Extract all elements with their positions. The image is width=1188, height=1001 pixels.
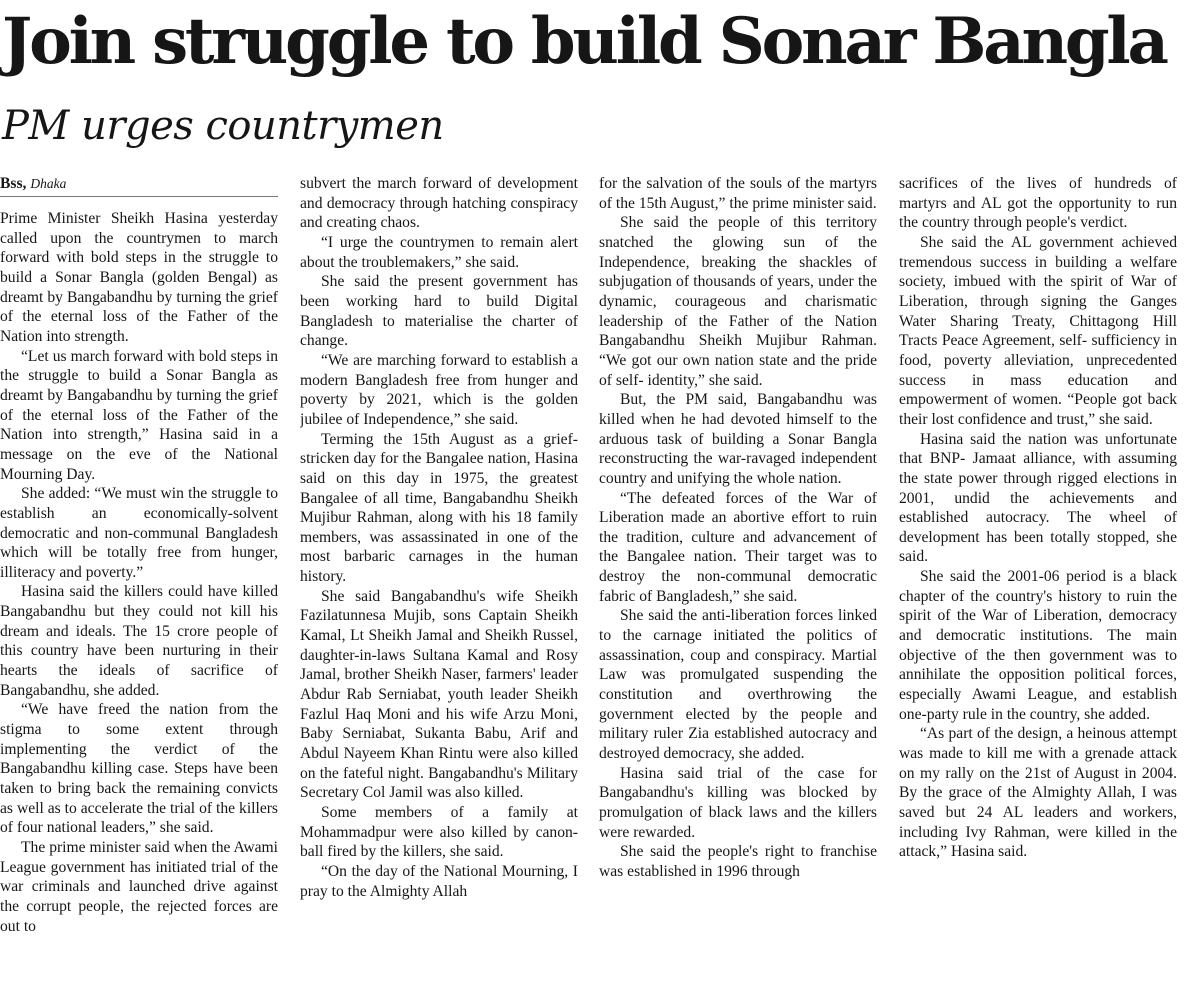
paragraph: Hasina said the nation was unfortunate that BNP- Jamaat alliance, with assuming the state power through rigged elections in 2001, undid the achievements and established autocracy. The wheel of development has been totally stopped, she said. bbox=[899, 430, 1177, 566]
paragraph-continued: subvert the march forward of development and democracy through hatching conspiracy and creating chaos. bbox=[300, 175, 578, 232]
article-column-4 bbox=[899, 174, 1177, 1001]
paragraph: Hasina said trial of the case for Bangabandhu's killing was blocked by promulgation of black laws and the killers were rewarded. bbox=[599, 764, 877, 841]
paragraph: The prime minister said when the Awami League government has initiated trial of the war criminals and launched drive against the corrupt people, the rejected forces are out to bbox=[0, 839, 278, 935]
headline: Join struggle to build Sonar Bangla bbox=[2, 4, 1166, 79]
paragraph: “The defeated forces of the War of Liberation made an abortive effort to ruin the tradition, culture and advancement of the Bangalee nation. Their target was to destroy the non-communal democratic fabric of Bangladesh,” she said. bbox=[599, 489, 877, 605]
paragraph: Terming the 15th August as a grief-stricken day for the Bangalee nation, Hasina said on this day in 1975, the greatest Bangalee of all time, Bangabandhu Sheikh Mujibur Rahman, along with his 18 family members, was assassinated in one of the most barbaric carnages in the human history. bbox=[300, 430, 578, 586]
paragraph: But, the PM said, Bangabandhu was killed when he had devoted himself to the arduous task of building a Sonar Bangla reconstructing the war-ravaged independent country and unifying the whole nation. bbox=[599, 391, 877, 487]
paragraph: “We have freed the nation from the stigma to some extent through implementing the verdict of the Bangabandhu killing case. Steps have been taken to bring back the remaining convicts as well as to accelerate the trial of the killers of four national leaders,” she said. bbox=[0, 701, 278, 837]
paragraph: “I urge the countrymen to remain alert about the troublemakers,” she said. bbox=[300, 233, 578, 271]
paragraph: She said the present government has been working hard to build Digital Bangladesh to materialise the charter of change. bbox=[300, 273, 578, 350]
paragraph-continued: sacrifices of the lives of hundreds of martyrs and AL got the opportunity to run the country through people's verdict. bbox=[899, 175, 1177, 232]
paragraph: She said the 2001-06 period is a black chapter of the country's history to ruin the spirit of the War of Liberation, democracy and democratic institutions. The main objective of the then government was to annihilate the opposition political forces, especially Awami League, and establish one-party rule in the country, she added. bbox=[899, 568, 1177, 723]
paragraph: Some members of a family at Mohammadpur were also killed by canon-ball fired by the killers, she said. bbox=[300, 804, 578, 861]
paragraph: She added: “We must win the struggle to establish an economically-solvent democratic and non-communal Bangladesh which will be totally free from hunger, illiteracy and poverty.” bbox=[0, 485, 278, 581]
paragraph: Hasina said the killers could have killed Bangabandhu but they could not kill his dream and ideals. The 15 crore people of this country have been nurturing in their hearts the ideals of sacrifice of Bangabandhu, she added. bbox=[0, 583, 278, 699]
paragraph: She said the AL government achieved tremendous success in building a welfare society, imbued with the spirit of War of Liberation, through signing the Ganges Water Sharing Treaty, Chittagong Hill Tracts Peace Agreement, self- sufficiency in food, poverty alleviation, unprecedented success in mass education and empowerment of women. “People got back their lost confidence and trust,” she said. bbox=[899, 233, 1177, 428]
paragraph: “Let us march forward with bold steps in the struggle to build a Sonar Bangla as dreamt by Bangabandhu by turning the grief of the eternal loss of the Father of the Nation into strength,” Hasina said in a message on the eve of the National Mourning Day. bbox=[0, 347, 278, 483]
byline bbox=[0, 174, 278, 197]
paragraph: She said the people's right to franchise was established in 1996 through bbox=[599, 843, 877, 880]
byline-place: Dhaka bbox=[30, 176, 67, 191]
article-column-1 bbox=[0, 174, 278, 1001]
paragraph: She said the anti-liberation forces linked to the carnage initiated the politics of assassination, coup and conspiracy. Martial Law was promulgated suspending the constitution and overthrowing the government elected by the people and military ruler Zia established autocracy and destroyed democracy, she added. bbox=[599, 607, 877, 763]
paragraph: “We are marching forward to establish a modern Bangladesh free from hunger and poverty by 2021, which is the golden jubilee of Independence,” she said. bbox=[300, 351, 578, 428]
paragraph: “On the day of the National Mourning, I pray to the Almighty Allah bbox=[300, 862, 578, 900]
article-column-3 bbox=[599, 174, 877, 1001]
paragraph: Prime Minister Sheikh Hasina yesterday called upon the countrymen to march forward with bold steps in the struggle to build a Sonar Bangla (golden Bengal) as dreamt by Bangabandhu by turning the grief of the eternal loss of the Father of the Nation into strength. bbox=[0, 210, 278, 345]
paragraph: She said the people of this territory snatched the glowing sun of the Independence, breaking the shackles of subjugation of thousands of years, under the dynamic, courageous and charismatic leadership of the Father of the Nation Bangabandhu Sheikh Mujibur Rahman. “We got our own nation state and the pride of self- identity,” she said. bbox=[599, 214, 877, 389]
article-column-2 bbox=[300, 174, 578, 1001]
paragraph: She said Bangabandhu's wife Sheikh Fazilatunnesa Mujib, sons Captain Sheikh Kamal, Lt Sheikh Jamal and Sheikh Russel, daughter-in-laws Sultana Kamal and Rosy Jamal, brother Sheikh Naser, farmers' leader Abdur Rab Serniabat, youth leader Sheikh Fazlul Haq Moni and his wife Arzu Moni, Baby Serniabat, Sukanta Babu, Arif and Abdul Nayeem Khan Rintu were also killed on the fateful night. Bangabandhu's Military Secretary Col Jamil was also killed. bbox=[300, 587, 578, 802]
subheadline: PM urges countrymen bbox=[2, 103, 444, 149]
paragraph: “As part of the design, a heinous attempt was made to kill me with a grenade attack on my rally on the 21st of August in 2004. By the grace of the Almighty Allah, I was saved but 24 AL leaders and workers, including Ivy Rahman, were killed in the attack,” Hasina said. bbox=[899, 725, 1177, 861]
paragraph-continued: for the salvation of the souls of the martyrs of the 15th August,” the prime minister said. bbox=[599, 175, 877, 212]
byline-source: Bss, bbox=[0, 175, 27, 192]
